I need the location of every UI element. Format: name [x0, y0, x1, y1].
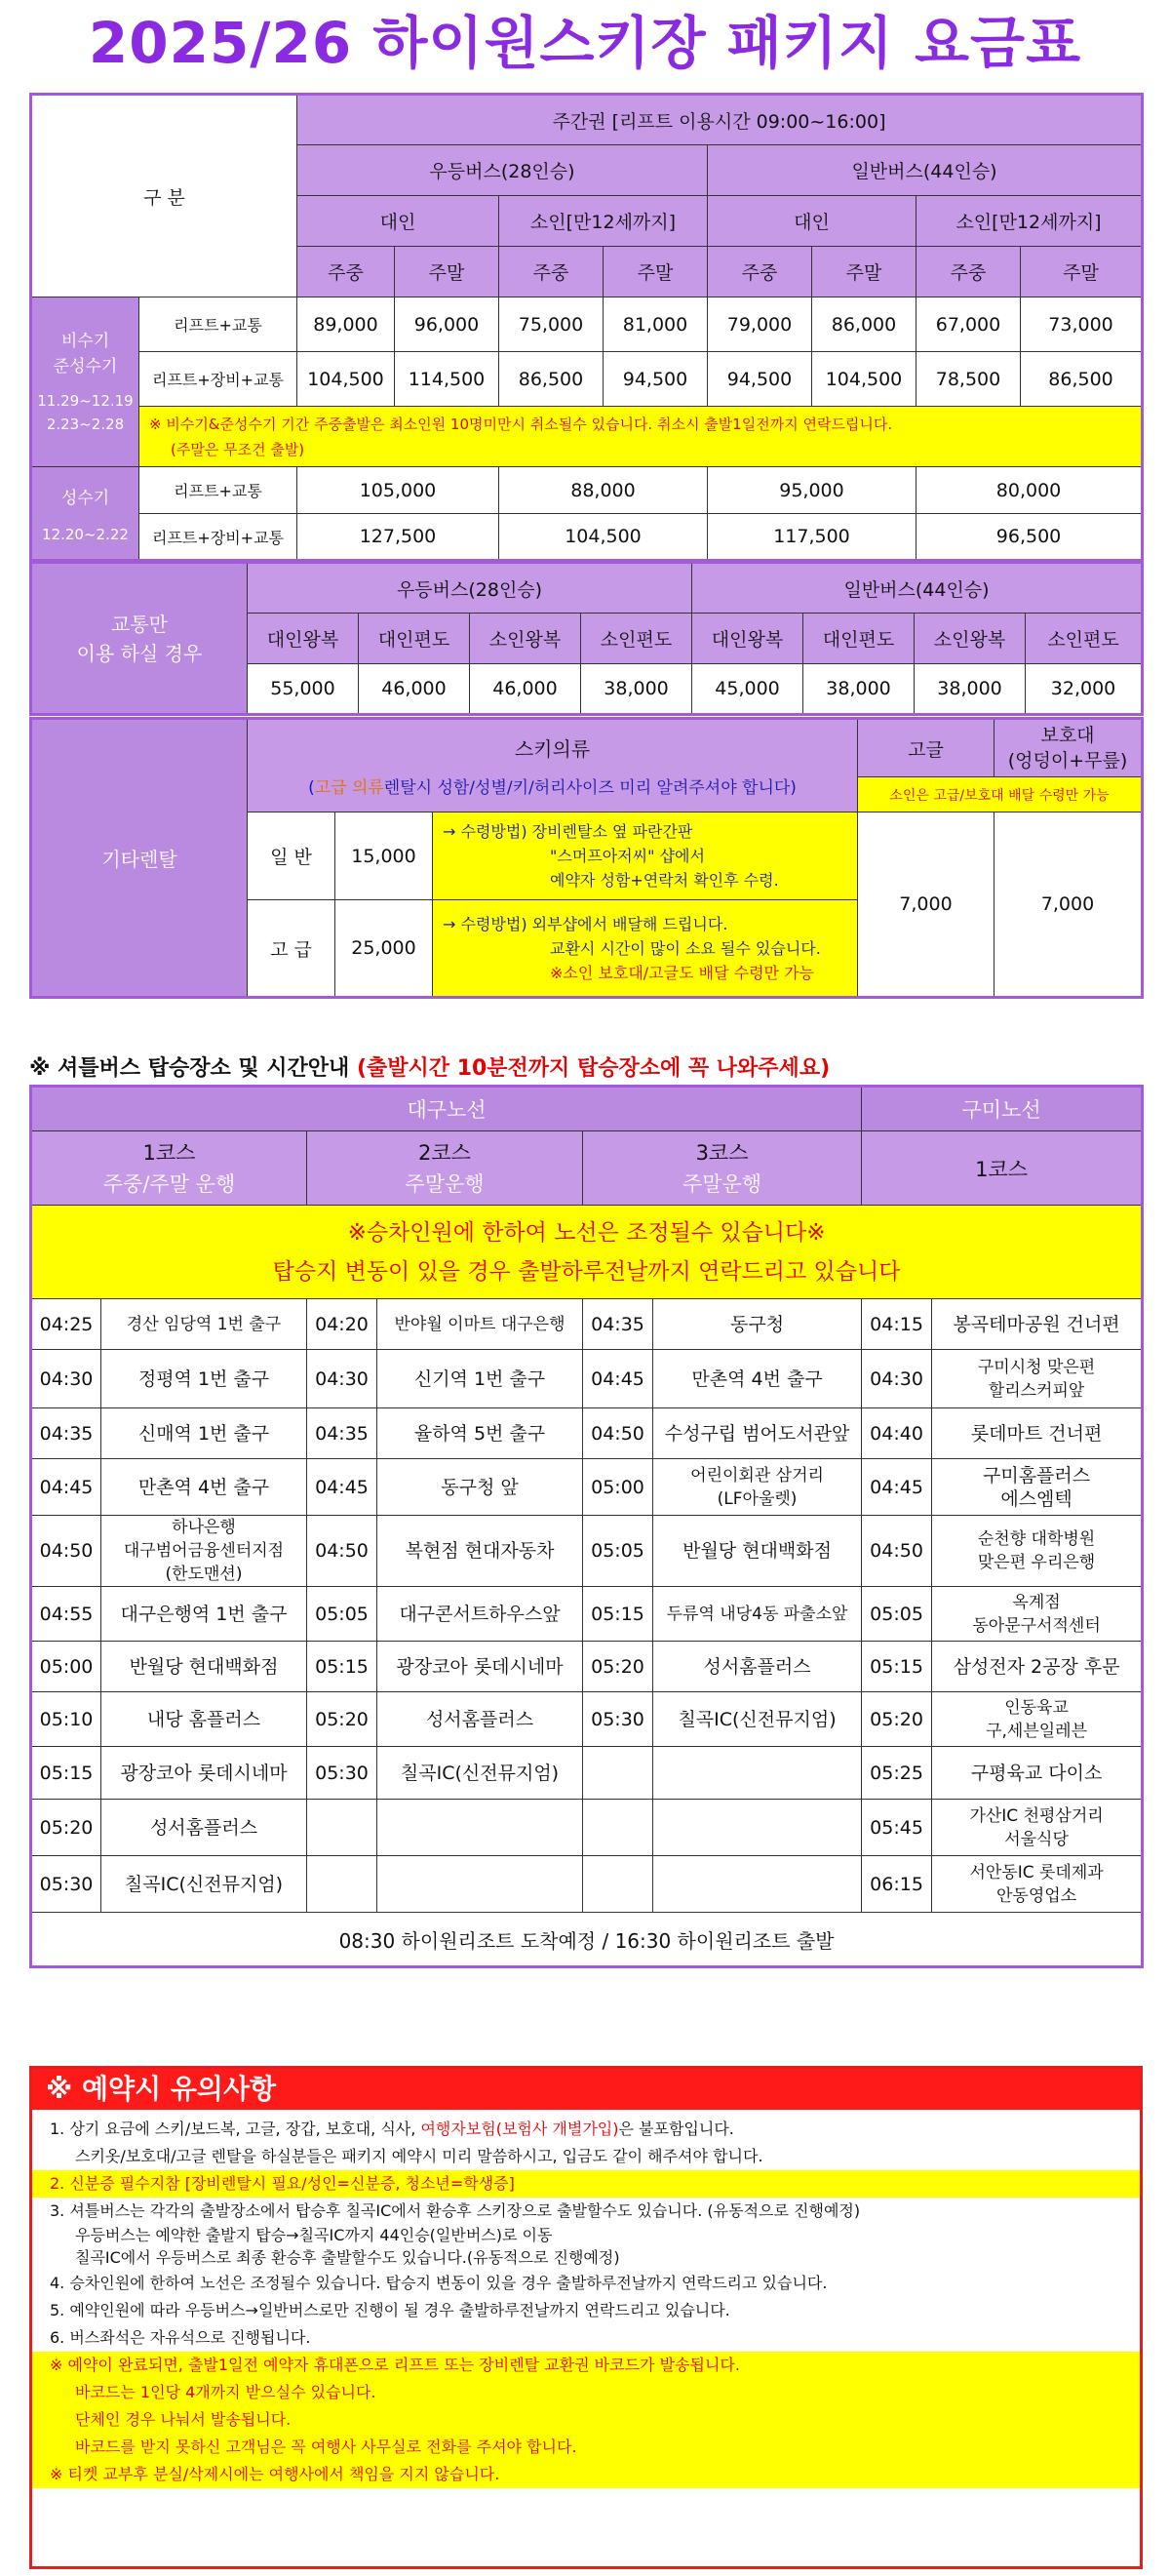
departure-time: 05:00	[583, 1459, 653, 1516]
note-line: 6. 버스좌석은 자유석으로 진행됩니다.	[50, 2328, 311, 2347]
note-insurance: 여행자보험(보험사 개별가입)	[420, 2120, 619, 2138]
day-header: 주말	[604, 247, 708, 297]
pickup-location: 인동육교 구,세븐일레븐	[932, 1692, 1143, 1747]
departure-time: 05:15	[862, 1642, 932, 1692]
course-name: 2코스	[418, 1140, 471, 1165]
pickup-location: 두류역 내당4동 파출소앞	[653, 1587, 862, 1642]
notes-title: ※ 예약시 유의사항	[32, 2069, 1140, 2110]
ski-wear-header	[248, 719, 858, 812]
protector-header: 보호대 (엉덩이+무릎)	[994, 719, 1143, 777]
pickup-location: 내당 홈플러스	[101, 1692, 307, 1747]
departure-time: 04:20	[307, 1299, 377, 1350]
pickup-location: 성서홈플러스	[101, 1800, 307, 1856]
price-cell: 75,000	[499, 297, 604, 352]
shuttle-table	[29, 1085, 1144, 1968]
pickup-location: 수성구립 범어도서관앞	[653, 1408, 862, 1459]
transport-bus-general: 일반버스(44인승)	[692, 563, 1143, 614]
pickup-location: 율하역 5번 출구	[377, 1408, 583, 1459]
note-line: 바코드는 1인당 4개까지 받으실수 있습니다.	[75, 2383, 376, 2401]
transport-label-cell	[31, 563, 248, 715]
price-cell: 104,500	[499, 514, 708, 561]
shuttle-row	[31, 1587, 1143, 1642]
goggle-header: 고글	[858, 719, 994, 777]
shuttle-row	[31, 1800, 1143, 1856]
note-line	[32, 2116, 1140, 2143]
note-text: 은 불포함입니다.	[618, 2120, 734, 2138]
course-run: 주중/주말 운행	[102, 1171, 236, 1196]
price-corner: 구 분	[31, 95, 297, 297]
price-cell: 94,500	[708, 352, 812, 407]
pickup-location: 성서홈플러스	[653, 1642, 862, 1692]
departure-time: 05:05	[862, 1587, 932, 1642]
bus-premium-header: 우등버스(28인승)	[297, 145, 708, 196]
pickup-location: 롯데마트 건너편	[932, 1408, 1143, 1459]
pickup-location	[653, 1800, 862, 1856]
price-cell: 46,000	[359, 664, 470, 715]
departure-time: 05:10	[31, 1692, 101, 1747]
note-line: 단체인 경우 나눠서 발송됩니다.	[75, 2410, 292, 2429]
pickup-location	[653, 1747, 862, 1800]
pickup-location: 어린이회관 삼거리 (LF아울렛)	[653, 1459, 862, 1516]
rental-label-text: 기타렌탈	[101, 848, 177, 871]
pickup-location: 칠곡IC(신전뮤지엄)	[377, 1747, 583, 1800]
day-header: 주중	[297, 247, 395, 297]
price-cell: 79,000	[708, 297, 812, 352]
departure-time	[307, 1800, 377, 1856]
transport-type: 대인편도	[359, 614, 470, 664]
departure-time: 04:35	[31, 1408, 101, 1459]
pickup-location: 가산IC 천평삼거리 서울식당	[932, 1800, 1143, 1856]
transport-type: 소인편도	[1026, 614, 1143, 664]
day-header: 주말	[395, 247, 499, 297]
note-id-required: 2. 신분증 필수지참 [장비렌탈시 필요/성인=신분증, 청소년=학생증]	[32, 2170, 1140, 2198]
departure-time: 04:40	[862, 1408, 932, 1459]
pickup-location: 반야월 이마트 대구은행	[377, 1299, 583, 1350]
note-line: ※ 예약이 완료되면, 출발1일전 예약자 휴대폰으로 리프트 또는 장비렌탈 교환권 바코드가 발송됩니다.	[50, 2356, 740, 2374]
item-label: 리프트+교통	[139, 297, 297, 352]
ski-wear-note-rest: 렌탈시 성함/성별/키/허리사이즈 미리 알려주셔야 합니다)	[383, 778, 797, 798]
price-cell: 38,000	[581, 664, 692, 715]
pickup-location: 순천향 대학병원 맞은편 우리은행	[932, 1516, 1143, 1587]
price-cell: 94,500	[604, 352, 708, 407]
course-name: 1코스	[142, 1140, 196, 1165]
item-label: 리프트+교통	[139, 467, 297, 514]
offseason-label-cell	[31, 297, 139, 467]
departure-time: 05:05	[307, 1587, 377, 1642]
departure-time	[307, 1856, 377, 1913]
day-header: 주말	[1021, 247, 1143, 297]
premium-pickup-method	[433, 900, 858, 998]
shuttle-row	[31, 1350, 1143, 1408]
general-method-line1: → 수령방법) 장비렌탈소 옆 파란간판	[443, 822, 693, 841]
price-table	[29, 93, 1144, 562]
pickup-location: 정평역 1번 출구	[101, 1350, 307, 1408]
departure-time: 04:50	[862, 1516, 932, 1587]
transport-type: 대인왕복	[692, 614, 803, 664]
price-cell: 73,000	[1021, 297, 1143, 352]
pickup-location: 성서홈플러스	[377, 1692, 583, 1747]
pickup-location: 서안동IC 롯데제과 안동영업소	[932, 1856, 1143, 1913]
rental-grade: 일 반	[248, 812, 335, 900]
day-header: 주중	[708, 247, 812, 297]
departure-time: 04:30	[307, 1350, 377, 1408]
price-cell: 114,500	[395, 352, 499, 407]
transport-label: 교통만 이용 하실 경우	[76, 612, 203, 665]
price-cell: 86,000	[812, 297, 916, 352]
page-title: 2025/26 하이원스키장 패키지 요금표	[88, 10, 1082, 76]
price-cell: 88,000	[499, 467, 708, 514]
price-cell: 55,000	[248, 664, 359, 715]
pickup-location: 구평육교 다이소	[932, 1747, 1143, 1800]
period-header: 주간권 [리프트 이용시간 09:00~16:00]	[297, 95, 1143, 145]
pickup-location: 광장코아 롯데시네마	[377, 1642, 583, 1692]
pickup-location: 대구콘서트하우스앞	[377, 1587, 583, 1642]
departure-time: 04:45	[307, 1459, 377, 1516]
pickup-location: 만촌역 4번 출구	[653, 1350, 862, 1408]
pickup-location: 신기역 1번 출구	[377, 1350, 583, 1408]
price-cell: 127,500	[297, 514, 499, 561]
departure-time: 04:30	[862, 1350, 932, 1408]
departure-time	[583, 1856, 653, 1913]
course-gumi-1	[862, 1131, 1143, 1206]
price-cell: 86,500	[499, 352, 604, 407]
price-cell: 45,000	[692, 664, 803, 715]
pickup-location: 대구은행역 1번 출구	[101, 1587, 307, 1642]
rental-label	[31, 719, 248, 998]
peak-label-cell	[31, 467, 139, 561]
pickup-location: 반월당 현대백화점	[101, 1642, 307, 1692]
shuttle-rows	[31, 1299, 1143, 1913]
ski-wear-note	[250, 773, 855, 798]
pickup-location	[377, 1856, 583, 1913]
course-2	[307, 1131, 583, 1206]
price-cell: 95,000	[708, 467, 916, 514]
route-notice-line1: ※승차인원에 한하여 노선은 조정될수 있습니다※	[347, 1219, 826, 1246]
daegu-route-header: 대구노선	[31, 1087, 862, 1131]
shuttle-row	[31, 1856, 1143, 1913]
pickup-location: 동구청 앞	[377, 1459, 583, 1516]
pickup-location: 반월당 현대백화점	[653, 1516, 862, 1587]
shuttle-row	[31, 1408, 1143, 1459]
rental-price: 15,000	[335, 812, 433, 900]
pickup-location: 칠곡IC(신전뮤지엄)	[653, 1692, 862, 1747]
pickup-location: 삼성전자 2공장 후문	[932, 1642, 1143, 1692]
departure-time: 04:25	[31, 1299, 101, 1350]
pickup-location: 옥계점 동아문구서적센터	[932, 1587, 1143, 1642]
departure-time: 05:25	[862, 1747, 932, 1800]
shuttle-row	[31, 1516, 1143, 1587]
note-line: ※ 티켓 교부후 분실/삭제시에는 여행사에서 책임을 지지 않습니다.	[50, 2465, 500, 2483]
price-cell: 105,000	[297, 467, 499, 514]
price-cell: 32,000	[1026, 664, 1143, 715]
shuttle-footer: 08:30 하이원리조트 도착예정 / 16:30 하이원리조트 출발	[31, 1913, 1143, 1967]
shuttle-row	[31, 1299, 1143, 1350]
course-1	[31, 1131, 307, 1206]
departure-time: 05:30	[307, 1747, 377, 1800]
shuttle-heading-warning: (출발시간 10분전까지 탑승장소에 꼭 나와주세요)	[356, 1056, 831, 1081]
general-pickup-method	[433, 812, 858, 900]
price-cell: 78,500	[916, 352, 1021, 407]
shuttle-row	[31, 1692, 1143, 1747]
note-line: 4. 승차인원에 한하여 노선은 조정될수 있습니다. 탑승지 변동이 있을 경우 출발하루전날까지 연락드리고 있습니다.	[50, 2274, 828, 2292]
kids-rental-note: 소인은 고급/보호대 배달 수령만 가능	[858, 777, 1143, 812]
premium-method-line1: → 수령방법) 외부샵에서 배달해 드립니다.	[443, 914, 728, 933]
departure-time: 05:15	[307, 1642, 377, 1692]
group-child: 소인[만12세까지]	[499, 196, 708, 247]
price-cell: 46,000	[470, 664, 581, 715]
group-child: 소인[만12세까지]	[916, 196, 1143, 247]
price-cell: 104,500	[297, 352, 395, 407]
shuttle-heading	[29, 1051, 830, 1082]
departure-time: 05:20	[307, 1692, 377, 1747]
course-name: 3코스	[695, 1140, 749, 1165]
course-3	[583, 1131, 862, 1206]
departure-time	[583, 1747, 653, 1800]
note-text: 1. 상기 요금에 스키/보드복, 고글, 장갑, 보호대, 식사,	[50, 2120, 421, 2138]
transport-type: 소인왕복	[915, 614, 1026, 664]
departure-time: 06:15	[862, 1856, 932, 1913]
peak-label: 성수기	[60, 488, 110, 508]
shuttle-heading-text: ※ 셔틀버스 탑승장소 및 시간안내	[29, 1056, 357, 1081]
ski-wear-note-premium: 고급 의류	[314, 778, 384, 798]
day-header: 주말	[812, 247, 916, 297]
pickup-location: 봉곡테마공원 건너편	[932, 1299, 1143, 1350]
rental-price: 25,000	[335, 900, 433, 998]
price-cell: 96,500	[916, 514, 1143, 561]
departure-time: 05:15	[583, 1587, 653, 1642]
general-method-line3: 예약자 성함+연락처 확인후 수령.	[550, 871, 779, 890]
pickup-location	[653, 1856, 862, 1913]
departure-time	[583, 1800, 653, 1856]
departure-time: 05:20	[583, 1642, 653, 1692]
route-notice-line2: 탑승지 변동이 있을 경우 출발하루전날까지 연락드리고 있습니다	[272, 1258, 901, 1285]
note-line: 5. 예약인원에 따라 우등버스→일반버스로만 진행이 될 경우 출발하루전날까지 연락드리고 있습니다.	[50, 2301, 730, 2319]
departure-time: 05:30	[31, 1856, 101, 1913]
offseason-dates: 11.29~12.19 2.23~2.28	[37, 391, 134, 433]
departure-time: 04:50	[583, 1408, 653, 1459]
shuttle-row	[31, 1747, 1143, 1800]
price-cell: 89,000	[297, 297, 395, 352]
goggle-price: 7,000	[858, 812, 994, 998]
departure-time: 04:50	[31, 1516, 101, 1587]
departure-time: 05:00	[31, 1642, 101, 1692]
note-line: 칠곡IC에서 우등버스로 최종 환승후 출발할수도 있습니다.(유동적으로 진행예정)	[75, 2248, 620, 2267]
item-label: 리프트+장비+교통	[139, 352, 297, 407]
price-cell: 38,000	[803, 664, 915, 715]
departure-time: 04:55	[31, 1587, 101, 1642]
pickup-location: 동구청	[653, 1299, 862, 1350]
day-header: 주중	[916, 247, 1021, 297]
note-line: 우등버스는 예약한 출발지 탑승→칠곡IC까지 44인승(일반버스)로 이동	[75, 2226, 553, 2244]
note-line: 스키옷/보호대/고글 렌탈을 하실분들은 패키지 예약시 미리 말씀하시고, 입금도 같이 해주셔야 합니다.	[75, 2147, 763, 2165]
day-header: 주중	[499, 247, 604, 297]
price-cell: 80,000	[916, 467, 1143, 514]
pickup-location: 복현점 현대자동차	[377, 1516, 583, 1587]
price-cell: 38,000	[915, 664, 1026, 715]
pickup-location: 하나은행 대구범어금융센터지점 (한도맨션)	[101, 1516, 307, 1587]
general-method-line2: "스머프아저씨" 샵에서	[550, 847, 705, 865]
departure-time: 04:45	[583, 1350, 653, 1408]
pickup-location: 신매역 1번 출구	[101, 1408, 307, 1459]
departure-time: 05:05	[583, 1516, 653, 1587]
transport-type: 대인편도	[803, 614, 915, 664]
departure-time: 04:45	[862, 1459, 932, 1516]
departure-time: 05:15	[31, 1747, 101, 1800]
price-cell: 117,500	[708, 514, 916, 561]
note-line: 3. 셔틀버스는 각각의 출발장소에서 탑승후 칠곡IC에서 환승후 스키장으로 출발할수도 있습니다. (유동적으로 진행예정)	[50, 2201, 861, 2220]
course-name: 1코스	[975, 1157, 1029, 1181]
price-cell: 86,500	[1021, 352, 1143, 407]
offseason-notice-line1: ※ 비수기&준성수기 기간 주중출발은 최소인원 10명미만시 취소될수 있습니다. 취소시 출발1일전까지 연락드립니다.	[149, 415, 893, 433]
shuttle-row	[31, 1642, 1143, 1692]
transport-type: 소인왕복	[470, 614, 581, 664]
note-line: 바코드를 받지 못하신 고객님은 꼭 여행사 사무실로 전화를 주셔야 합니다.	[75, 2437, 577, 2456]
route-notice	[31, 1206, 1143, 1299]
departure-time: 04:45	[31, 1459, 101, 1516]
departure-time: 05:30	[583, 1692, 653, 1747]
price-cell: 67,000	[916, 297, 1021, 352]
rental-grade: 고 급	[248, 900, 335, 998]
pickup-location: 구미홈플러스 에스엠텍	[932, 1459, 1143, 1516]
pickup-location	[377, 1800, 583, 1856]
course-run: 주말운행	[682, 1171, 762, 1196]
transport-type: 소인편도	[581, 614, 692, 664]
protector-price: 7,000	[994, 812, 1143, 998]
transport-bus-premium: 우등버스(28인승)	[248, 563, 692, 614]
departure-time: 05:20	[31, 1800, 101, 1856]
departure-time: 04:50	[307, 1516, 377, 1587]
shuttle-row	[31, 1459, 1143, 1516]
pickup-location: 구미시청 맞은편 할리스커피앞	[932, 1350, 1143, 1408]
course-run: 주말운행	[405, 1171, 485, 1196]
pickup-location: 칠곡IC(신전뮤지엄)	[101, 1856, 307, 1913]
ski-wear-title: 스키의류	[514, 737, 591, 761]
transport-type: 대인왕복	[248, 614, 359, 664]
reservation-notes	[29, 2066, 1143, 2569]
pickup-location: 만촌역 4번 출구	[101, 1459, 307, 1516]
gumi-route-header: 구미노선	[862, 1087, 1143, 1131]
ski-wear-note-open: (	[308, 778, 315, 798]
departure-time: 05:45	[862, 1800, 932, 1856]
departure-time: 04:35	[583, 1299, 653, 1350]
rental-table	[29, 717, 1144, 999]
group-adult: 대인	[297, 196, 499, 247]
price-cell: 81,000	[604, 297, 708, 352]
premium-method-line2: 교환시 시간이 많이 소요 될수 있습니다.	[550, 938, 821, 958]
peak-dates: 12.20~2.22	[42, 525, 129, 543]
bus-general-header: 일반버스(44인승)	[708, 145, 1143, 196]
offseason-label: 비수기 준성수기	[53, 331, 118, 376]
departure-time: 04:30	[31, 1350, 101, 1408]
price-cell: 96,000	[395, 297, 499, 352]
price-cell: 104,500	[812, 352, 916, 407]
transport-table	[29, 561, 1144, 716]
pickup-location: 광장코아 롯데시네마	[101, 1747, 307, 1800]
offseason-notice	[139, 407, 1143, 467]
pickup-location: 경산 임당역 1번 출구	[101, 1299, 307, 1350]
departure-time: 04:35	[307, 1408, 377, 1459]
group-adult: 대인	[708, 196, 916, 247]
offseason-notice-line2: (주말은 무조건 출발)	[171, 440, 305, 458]
premium-method-line3: ※소인 보호대/고글도 배달 수령만 가능	[550, 963, 814, 982]
departure-time: 04:15	[862, 1299, 932, 1350]
departure-time: 05:20	[862, 1692, 932, 1747]
item-label: 리프트+장비+교통	[139, 514, 297, 561]
